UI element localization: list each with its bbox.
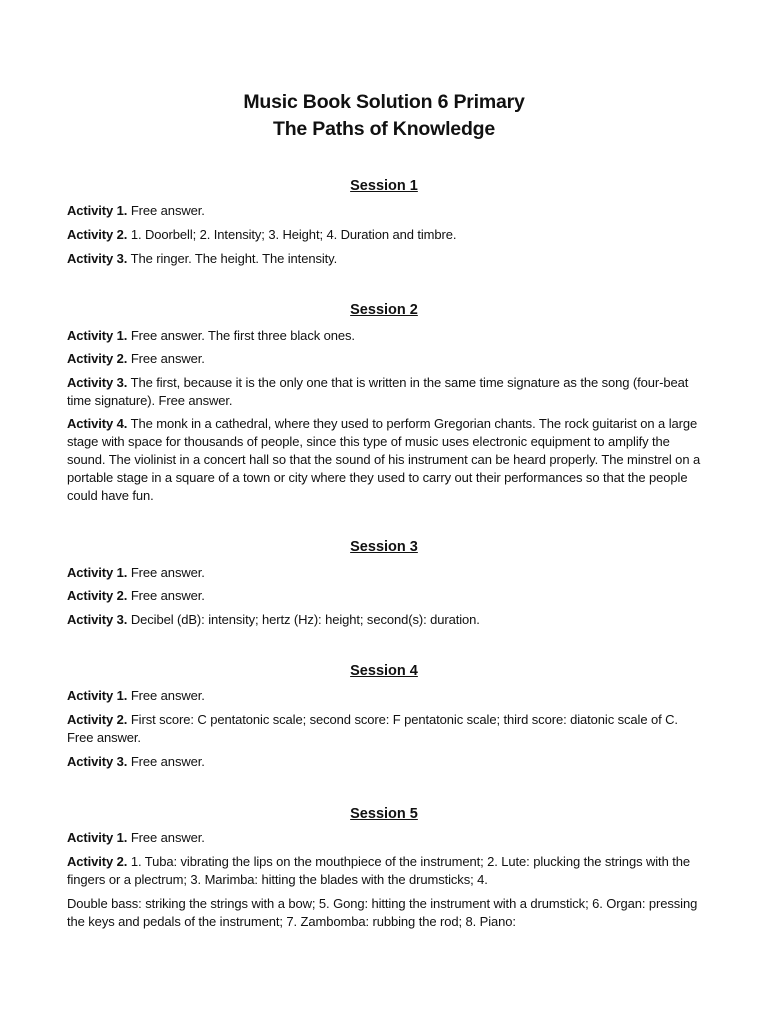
activity-continuation: Double bass: striking the strings with a bow; 5. Gong: hitting the instrument with a drumstick; 6. Organ: pressing the keys and pedals of the instrument; 7. Zambomba: rubbing the rod; 8. Piano:: [67, 896, 698, 929]
activity-label: Activity 3.: [67, 612, 128, 627]
activity-answer: [67, 202, 707, 220]
activity-label: Activity 1.: [67, 688, 128, 703]
activity-text: First score: C pentatonic scale; second score: F pentatonic scale; third score: diatonic scale of C. Free answer.: [67, 712, 678, 745]
activity-answer: [67, 687, 707, 705]
activity-label: Activity 1.: [67, 328, 128, 343]
activity-answer: [67, 415, 707, 505]
activity-label: Activity 1.: [67, 830, 128, 845]
activity-text: Free answer. The first three black ones.: [127, 328, 355, 343]
activity-answer: [67, 587, 707, 605]
activity-answer: [67, 711, 707, 747]
activity-label: Activity 2.: [67, 351, 128, 366]
activity-label: Activity 2.: [67, 712, 128, 727]
activity-text: 1. Doorbell; 2. Intensity; 3. Height; 4. Duration and timbre.: [127, 227, 457, 242]
session-heading: Session 5: [350, 806, 418, 822]
activity-label: Activity 2.: [67, 588, 128, 603]
activity-label: Activity 3.: [67, 251, 128, 266]
activity-answer: [67, 350, 707, 368]
activity-answer: [67, 853, 707, 889]
session-heading: Session 4: [350, 663, 418, 679]
activity-text: Decibel (dB): intensity; hertz (Hz): height; second(s): duration.: [127, 612, 480, 627]
activity-text: The first, because it is the only one that is written in the same time signature as the song (four-beat time signature). Free answer.: [67, 375, 689, 408]
activity-text: Free answer.: [127, 754, 205, 769]
activity-answer: [67, 374, 707, 410]
session-heading: Session 2: [350, 302, 418, 318]
activity-text: Free answer.: [127, 588, 205, 603]
activity-answer: [67, 753, 707, 771]
activity-text: Free answer.: [127, 565, 205, 580]
activity-text: 1. Tuba: vibrating the lips on the mouthpiece of the instrument; 2. Lute: plucking the strings with the fingers or a plectrum; 3. Marimba: hitting the blades with the drumsticks; 4.: [67, 854, 690, 887]
activity-text: Free answer.: [127, 203, 205, 218]
activity-answer: [67, 829, 707, 847]
activity-label: Activity 2.: [67, 854, 128, 869]
activity-text: Free answer.: [127, 830, 205, 845]
activity-answer: [67, 226, 707, 244]
activity-answer: [67, 611, 707, 629]
session-heading: Session 3: [350, 539, 418, 555]
activity-answer: [67, 564, 707, 582]
activity-label: Activity 3.: [67, 375, 128, 390]
document-title: Music Book Solution 6 Primary: [243, 91, 525, 113]
activity-text: Free answer.: [127, 688, 205, 703]
document-subtitle: The Paths of Knowledge: [272, 118, 496, 140]
session-heading: Session 1: [350, 178, 418, 194]
activity-label: Activity 1.: [67, 565, 128, 580]
activity-answer: [67, 250, 707, 268]
activity-text: The ringer. The height. The intensity.: [127, 251, 338, 266]
activity-label: Activity 4.: [67, 416, 128, 431]
activity-label: Activity 1.: [67, 203, 128, 218]
activity-label: Activity 2.: [67, 227, 128, 242]
activity-answer: [67, 327, 707, 345]
activity-label: Activity 3.: [67, 754, 128, 769]
activity-text: Free answer.: [127, 351, 205, 366]
activity-text: The monk in a cathedral, where they used to perform Gregorian chants. The rock guitarist on a large stage with space for thousands of people, since this type of music uses electronic equipment to amplify the sound. The violinist in a concert hall so that the sound of his instrument can be heard properly. The minstrel on a portable stage in a square of a town or city where they used to carry out their performances so that the people could have fun.: [67, 416, 701, 503]
